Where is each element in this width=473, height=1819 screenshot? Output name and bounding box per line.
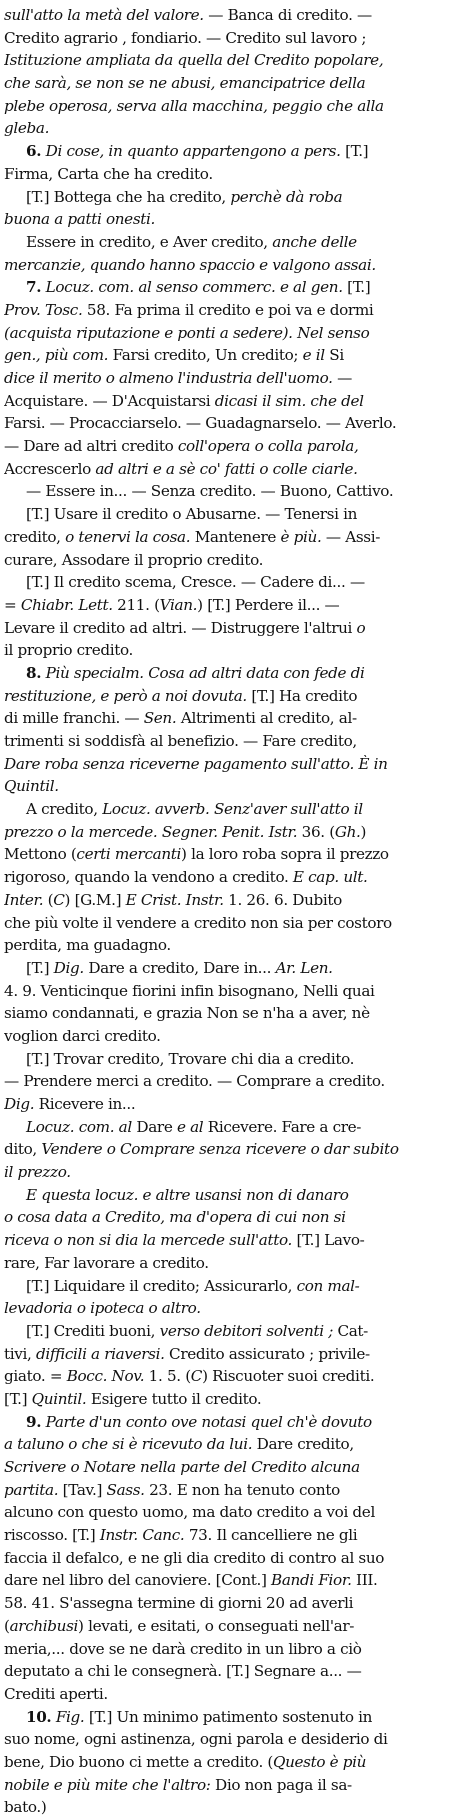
text-line	[4, 1456, 465, 1479]
text-line	[4, 889, 465, 912]
text-run: Più specialm. Cosa ad altri data con fede di	[41, 663, 365, 682]
text-line	[4, 1615, 465, 1638]
text-run: dare nel libro del canoviere. [Cont.]	[4, 1571, 272, 1590]
text-run: (	[4, 1616, 10, 1635]
text-run: ) Riscuoter suoi crediti.	[202, 1367, 375, 1386]
text-run: — Essere in... — Senza credito. — Buono, Cattivo.	[26, 482, 394, 501]
text-run: ) [T.] Perdere il... —	[197, 595, 340, 614]
text-run: 58. Fa prima il credito e poi va e dormi	[82, 300, 374, 319]
text-run: Bocc. Nov.	[66, 1367, 145, 1386]
text-run: [T.] Liquidare il credito; Assicurarlo,	[26, 1276, 297, 1295]
text-run: [T.] Ha credito	[246, 686, 358, 705]
text-run: Farsi credito, Un credito;	[108, 346, 303, 365]
text-line	[4, 912, 465, 935]
text-run: a taluno o che si è ricevuto da lui.	[4, 1435, 253, 1454]
text-line	[4, 1161, 465, 1184]
text-run: credito,	[4, 527, 66, 546]
text-run: A credito,	[26, 800, 103, 819]
text-line	[4, 980, 465, 1003]
text-run: Farsi. — Procacciarselo. — Guadagnarselo. — Averlo.	[4, 414, 397, 433]
text-run: Parte d'un conto ove notasi quel ch'è dovuto	[41, 1412, 372, 1431]
text-run: Crediti aperti.	[4, 1684, 108, 1703]
text-run: mercanzie, quando hanno spaccio e valgono assai.	[4, 255, 376, 274]
text-run: Sen.	[143, 709, 177, 728]
text-run: Si	[324, 346, 344, 365]
text-run: Ricevere. Fare a cre-	[203, 1117, 362, 1136]
text-run: partita.	[4, 1480, 59, 1499]
text-run: (acquista riputazione e ponti a sedere). Nel senso	[4, 323, 370, 342]
text-run: con mal-	[296, 1276, 360, 1295]
text-run: nobile e più mite che l'altro:	[4, 1775, 211, 1794]
text-line	[4, 1093, 465, 1116]
text-run: voglion darci credito.	[4, 1026, 161, 1045]
text-run: — Prendere merci a credito. — Comprare a credito.	[4, 1072, 385, 1091]
text-run: Mettono (	[4, 845, 77, 864]
text-run: [T.] Bottega che ha credito,	[26, 187, 231, 206]
text-run: 23. E non ha tenuto conto	[144, 1480, 340, 1499]
text-line	[4, 140, 465, 163]
text-line	[4, 1706, 465, 1729]
text-run: [Tav.]	[58, 1480, 107, 1499]
text-line	[4, 1388, 465, 1411]
text-line	[4, 1275, 465, 1298]
text-line	[4, 480, 465, 503]
text-run: Dare a credito, Dare in...	[83, 958, 276, 977]
text-run: Firma, Carta che ha credito.	[4, 164, 213, 183]
text-line	[4, 1796, 465, 1819]
text-run: 9.	[26, 1412, 42, 1431]
text-run: giato. =	[4, 1367, 67, 1386]
text-line	[4, 1524, 465, 1547]
text-run: perdita, ma guadagno.	[4, 936, 171, 955]
text-run: [T.]	[342, 278, 371, 297]
text-line	[4, 1002, 465, 1025]
text-run: [T.] Un minimo patimento sostenuto in	[84, 1707, 373, 1726]
text-line	[4, 1365, 465, 1388]
text-run: certi mercanti	[76, 845, 182, 864]
text-run: Dare roba senza riceverne pagamento sull'atto. È in	[4, 754, 388, 773]
text-line	[4, 72, 465, 95]
text-line	[4, 1501, 465, 1524]
text-run: che sarà, se non se ne abusi, emancipatrice della	[4, 74, 366, 93]
text-run: bene, Dio buono ci mette a credito. (	[4, 1752, 273, 1771]
text-run: Altrimenti al credito, al-	[176, 709, 357, 728]
text-line	[4, 1048, 465, 1071]
text-run: gleba.	[4, 119, 50, 138]
text-line	[4, 843, 465, 866]
text-run: 6.	[26, 142, 42, 161]
text-line	[4, 276, 465, 299]
text-run: Mantenere	[190, 527, 281, 546]
text-run: bato.)	[4, 1798, 47, 1817]
text-line	[4, 299, 465, 322]
text-line	[4, 1252, 465, 1275]
text-run: dicasi il sim. che del	[214, 391, 364, 410]
text-run: Locuz. com. al senso commerc. e al gen.	[41, 278, 343, 297]
text-run: 58. 41. S'assegna termine di giorni 20 ad averli	[4, 1594, 354, 1613]
text-run: riceva o non si dia la mercede sull'atto.	[4, 1231, 293, 1250]
text-line	[4, 1138, 465, 1161]
text-run: Accrescerlo	[4, 459, 96, 478]
text-run: Scrivere o Notare nella parte del Credito alcuna	[4, 1458, 360, 1476]
text-run: meria,... dove se ne darà credito in un libro a ciò	[4, 1639, 362, 1658]
text-run: C	[190, 1367, 203, 1386]
text-run: = Chiabr. Lett.	[4, 595, 113, 614]
text-line	[4, 4, 465, 27]
text-run: [T.]	[4, 1389, 32, 1408]
text-run: Dare credito,	[252, 1435, 354, 1454]
text-run: o	[356, 618, 366, 637]
text-run: Inter.	[4, 890, 44, 909]
text-run: [T.] Trovar credito, Trovare chi dia a credito.	[26, 1049, 355, 1068]
text-run: Esigere tutto il credito.	[86, 1389, 262, 1408]
text-line	[4, 1774, 465, 1797]
text-run: archibusi	[9, 1616, 79, 1635]
text-line	[4, 866, 465, 889]
text-run: [T.] Crediti buoni,	[26, 1321, 160, 1340]
text-run: il prezzo.	[4, 1163, 71, 1182]
text-run: il proprio credito.	[4, 641, 133, 660]
text-line	[4, 1343, 465, 1366]
text-line	[4, 798, 465, 821]
text-run: restituzione, e però a noi dovuta.	[4, 686, 247, 705]
text-run: difficili a riaversi.	[35, 1344, 165, 1363]
text-run: Dig.	[4, 1095, 35, 1113]
text-run: che più volte il vendere a credito non sia per costoro	[4, 913, 392, 932]
text-run: Dio non paga il sa-	[210, 1775, 352, 1794]
text-line	[4, 95, 465, 118]
text-run: rare, Far lavorare a credito.	[4, 1253, 209, 1272]
text-run: Credito agrario , fondiario. — Credito sul lavoro ;	[4, 28, 367, 47]
text-line	[4, 412, 465, 435]
text-run: deputato a chi le consegnerà. [T.] Segnare a... —	[4, 1662, 362, 1681]
text-line	[4, 934, 465, 957]
text-line	[4, 730, 465, 753]
text-run: Vian.	[159, 595, 198, 614]
text-line	[4, 163, 465, 186]
text-line	[4, 390, 465, 413]
text-line	[4, 1547, 465, 1570]
text-run: 10.	[26, 1707, 52, 1726]
text-run: 73. Il cancelliere ne gli	[184, 1526, 358, 1545]
text-run: coll'opera o colla parola,	[177, 437, 359, 456]
text-run: curare, Assodare il proprio credito.	[4, 550, 264, 569]
text-line	[4, 707, 465, 730]
text-run: sull'atto la metà del valore.	[4, 6, 204, 24]
text-line	[4, 1728, 465, 1751]
text-run: dito,	[4, 1140, 42, 1159]
text-run: Locuz. avverb. Senz'aver sull'atto il	[102, 800, 363, 819]
text-run: buona a patti onesti.	[4, 210, 156, 229]
text-run: prezzo o la mercede. Segner. Penit. Istr.	[4, 822, 298, 841]
text-line	[4, 503, 465, 526]
text-line	[4, 775, 465, 798]
text-line	[4, 367, 465, 390]
text-run: ) la loro roba sopra il prezzo	[181, 845, 389, 864]
text-run: riscosso. [T.]	[4, 1526, 100, 1545]
text-line	[4, 1751, 465, 1774]
text-run: rigoroso, quando la vendono a credito.	[4, 868, 293, 887]
text-run: Sass.	[106, 1480, 145, 1499]
text-run: [T.]	[340, 142, 369, 161]
text-line	[4, 549, 465, 572]
text-run: faccia il defalco, e ne gli dia credito di contro al suo	[4, 1548, 385, 1567]
text-run: trimenti si soddisfà al benefizio. — Fare credito,	[4, 732, 357, 750]
text-run: Questo è più	[272, 1752, 367, 1771]
text-run: 1. 5. (	[144, 1367, 191, 1386]
text-line	[4, 821, 465, 844]
text-run: [T.] Lavo-	[292, 1231, 365, 1250]
text-run: plebe operosa, serva alla macchina, peggio che alla	[4, 96, 384, 115]
text-line	[4, 322, 465, 345]
text-line	[4, 117, 465, 140]
text-run: tivi,	[4, 1344, 36, 1363]
text-run: Dare	[131, 1117, 177, 1136]
text-line	[4, 526, 465, 549]
text-run: Acquistare. — D'Acquistarsi	[4, 391, 215, 410]
text-run: e	[176, 1117, 186, 1136]
text-run: Quintil.	[31, 1389, 87, 1408]
text-run: gen., più com.	[4, 346, 109, 365]
text-line	[4, 662, 465, 685]
text-run: ) levati, e esitati, o conseguati nell'ar-	[78, 1616, 355, 1635]
text-line	[4, 1297, 465, 1320]
text-line	[4, 1184, 465, 1207]
text-line	[4, 571, 465, 594]
text-run: — Banca di credito. —	[203, 6, 372, 24]
text-line	[4, 435, 465, 458]
text-run: ad altri e a sè co' fatti o colle ciarle.	[95, 459, 358, 478]
text-run: Ricevere in...	[34, 1095, 136, 1113]
text-run: (	[43, 890, 54, 909]
text-run: Locuz. com. al	[26, 1117, 132, 1136]
text-run: [T.] Il credito scema, Cresce. — Cadere di... —	[26, 573, 365, 592]
text-line	[4, 594, 465, 617]
text-run: Fig.	[55, 1707, 85, 1726]
text-run: E cap. ult.	[292, 868, 368, 887]
text-line	[4, 1433, 465, 1456]
text-line	[4, 1660, 465, 1683]
text-run: 8.	[26, 663, 42, 682]
text-line	[4, 1229, 465, 1252]
text-line	[4, 231, 465, 254]
text-line	[4, 186, 465, 209]
text-run: Credito assicurato ; privile-	[164, 1344, 370, 1363]
text-run: Vendere o Comprare senza ricevere o dar subito	[41, 1140, 399, 1159]
text-line	[4, 617, 465, 640]
text-run: Di cose, in quanto appartengono a pers.	[41, 142, 341, 161]
text-line	[4, 1206, 465, 1229]
text-run: Cat-	[332, 1321, 368, 1340]
text-run: verso debitori solventi ;	[159, 1321, 333, 1340]
text-run: è più.	[280, 527, 322, 546]
text-run: Dig.	[53, 958, 84, 977]
text-line	[4, 254, 465, 277]
text-run: E Crist. Instr.	[125, 890, 224, 909]
text-run: alcuno con questo uomo, ma dato credito a voi del	[4, 1503, 375, 1522]
text-run: o tenervi la cosa.	[65, 527, 191, 546]
text-run: ) [G.M.]	[64, 890, 126, 909]
text-run: Levare il credito ad altri. — Distruggere l'altrui	[4, 618, 357, 637]
text-run: Istituzione ampliata da quella del Credito popolare,	[4, 51, 384, 70]
text-line	[4, 49, 465, 72]
text-run: 7.	[26, 278, 42, 297]
text-run: o cosa data a Credito, ma d'opera di cui non si	[4, 1208, 346, 1227]
text-line	[4, 1592, 465, 1615]
text-run: Instr. Canc.	[99, 1526, 185, 1545]
text-line	[4, 1320, 465, 1343]
text-line	[4, 1569, 465, 1592]
text-line	[4, 1025, 465, 1048]
text-run: 36. (	[297, 822, 335, 841]
text-run: levadoria o ipoteca o altro.	[4, 1299, 201, 1318]
text-run: Prov. Tosc.	[4, 300, 83, 319]
text-run: 211. (	[112, 595, 160, 614]
text-line	[4, 957, 465, 980]
text-run: III.	[351, 1571, 378, 1590]
text-run: C	[53, 890, 65, 909]
text-line	[4, 1070, 465, 1093]
text-line	[4, 753, 465, 776]
text-line	[4, 208, 465, 231]
text-line	[4, 685, 465, 708]
text-run: [T.]	[26, 958, 54, 977]
text-line	[4, 1638, 465, 1661]
text-run: di mille franchi. —	[4, 709, 144, 728]
text-run: 1. 26. 6. Dubito	[223, 890, 342, 909]
text-line	[4, 27, 465, 50]
text-run: al	[190, 1117, 204, 1136]
text-run: Essere in credito, e Aver credito,	[26, 232, 273, 251]
text-run: Gh.	[334, 822, 361, 841]
text-line	[4, 1683, 465, 1706]
text-line	[4, 344, 465, 367]
text-run: E questa locuz. e altre usansi non di danaro	[26, 1185, 349, 1204]
text-run: suo nome, ogni astinenza, ogni parola e desiderio di	[4, 1730, 388, 1749]
text-run: siamo condannati, e grazia Non se n'ha a aver, nè	[4, 1004, 370, 1023]
text-run: — Dare ad altri credito	[4, 437, 178, 456]
text-line	[4, 1411, 465, 1434]
text-run: Bandi Fior.	[271, 1571, 352, 1590]
text-run: anche delle	[272, 232, 357, 251]
text-run: —	[332, 369, 352, 387]
text-run: 4. 9. Venticinque fiorini infin bisognano, Nelli quai	[4, 981, 375, 1000]
text-line	[4, 458, 465, 481]
text-run: [T.] Usare il credito o Abusarne. — Tenersi in	[26, 505, 358, 524]
text-run: dice il merito o almeno l'industria dell'uomo.	[4, 369, 333, 387]
text-run: — Assi-	[321, 527, 381, 546]
text-run: Quintil.	[4, 777, 59, 796]
text-run: )	[360, 822, 367, 841]
text-run: Ar. Len.	[275, 958, 333, 977]
text-run: perchè dà roba	[230, 187, 343, 206]
text-run: e il	[302, 346, 325, 365]
text-line	[4, 1116, 465, 1139]
text-line	[4, 1479, 465, 1502]
text-line	[4, 639, 465, 662]
